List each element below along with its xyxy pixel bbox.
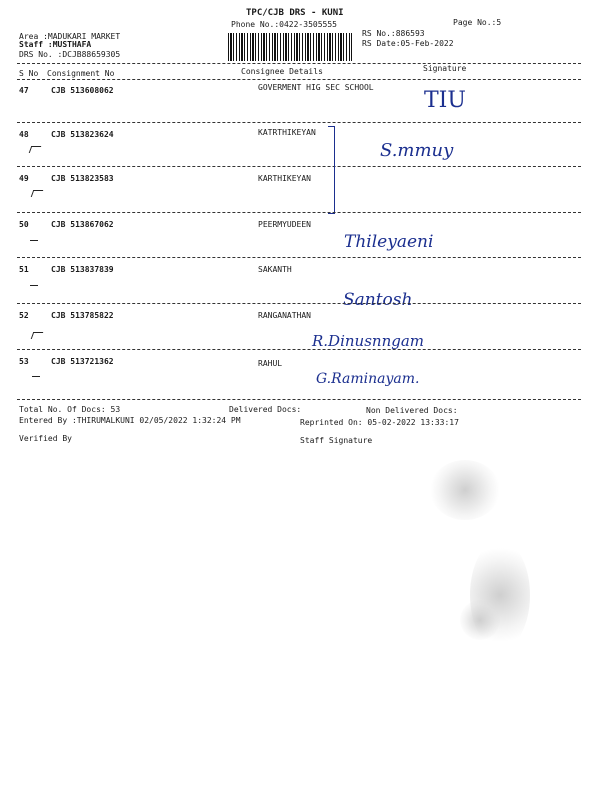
delivered-docs: Delivered Docs: [229, 405, 302, 414]
row-sno: 53 [19, 357, 29, 366]
row-divider [17, 122, 581, 123]
row-consignee: SAKANTH [258, 265, 292, 274]
row-sno: 51 [19, 265, 29, 274]
row-divider [17, 257, 581, 258]
signature-handwritten: Thileyaeni [344, 232, 434, 252]
row-divider [17, 166, 581, 167]
phone-number: Phone No.:0422-3505555 [231, 20, 337, 29]
reprinted-on: Reprinted On: 05-02-2022 13:33:17 [300, 418, 459, 427]
rs-number: RS No.:886593 [362, 29, 425, 38]
row-consignment: CJB 513867062 [51, 220, 114, 229]
table-bottom-divider [17, 399, 581, 400]
verified-by: Verified By [19, 434, 72, 443]
signature-handwritten: G.Raminayam. [316, 371, 420, 387]
row-consignee: KATRTHIKEYAN [258, 128, 316, 137]
column-divider [17, 79, 581, 80]
staff-signature-label: Staff Signature [300, 436, 373, 445]
document-title: TPC/CJB DRS - KUNI [246, 8, 344, 18]
row-divider [17, 212, 581, 213]
row-consignment: CJB 513837839 [51, 265, 114, 274]
staff-label: Staff :MUSTHAFA [19, 40, 92, 49]
row-sno: 47 [19, 86, 29, 95]
bracket-mark [328, 126, 335, 214]
signature-handwritten: S.mmuy [380, 140, 454, 161]
tick-mark-icon [30, 285, 38, 292]
tick-mark-icon [32, 376, 40, 383]
row-consignment: CJB 513608062 [51, 86, 114, 95]
scan-smudge [460, 600, 500, 640]
area-label: Area :MADUKARI MARKET [19, 32, 121, 41]
entered-by: Entered By :THIRUMALKUNI 02/05/2022 1:32:24 PM [19, 416, 241, 425]
row-consignment: CJB 513823624 [51, 130, 114, 139]
page-number: Page No.:5 [453, 18, 502, 27]
row-consignment: CJB 513721362 [51, 357, 114, 366]
row-sno: 50 [19, 220, 29, 229]
rs-date: RS Date:05-Feb-2022 [362, 39, 454, 48]
signature-handwritten: Santosh [343, 290, 413, 310]
row-consignee: KARTHIKEYAN [258, 174, 311, 183]
col-sno: S No [19, 69, 39, 78]
row-consignment: CJB 513785822 [51, 311, 114, 320]
row-sno: 49 [19, 174, 29, 183]
col-consignee: Consignee Details [241, 67, 323, 76]
signature-handwritten: TIU [424, 88, 466, 113]
row-sno: 48 [19, 130, 29, 139]
tick-mark-icon [31, 190, 44, 197]
signature-handwritten: R.Dinusnngam [312, 332, 424, 350]
row-consignee: GOVERMENT HIG SEC SCHOOL [258, 83, 374, 92]
tick-mark-icon [29, 146, 42, 153]
non-delivered-docs: Non Delivered Docs: [366, 406, 458, 415]
row-sno: 52 [19, 311, 29, 320]
tick-mark-icon [30, 240, 38, 247]
total-docs: Total No. Of Docs: 53 [19, 405, 121, 414]
scan-smudge [430, 460, 500, 520]
row-consignee: RANGANATHAN [258, 311, 311, 320]
row-consignee: PEERMYUDEEN [258, 220, 311, 229]
tick-mark-icon [31, 332, 44, 339]
row-consignment: CJB 513823583 [51, 174, 114, 183]
barcode [228, 33, 352, 61]
col-signature: Signature [423, 64, 467, 73]
row-divider [17, 303, 581, 304]
header-divider [17, 63, 581, 64]
row-divider [17, 349, 581, 350]
col-consignment: Consignment No [47, 69, 115, 78]
row-consignee: RAHUL [258, 359, 283, 368]
drs-number: DRS No. :DCJB88659305 [19, 50, 121, 59]
